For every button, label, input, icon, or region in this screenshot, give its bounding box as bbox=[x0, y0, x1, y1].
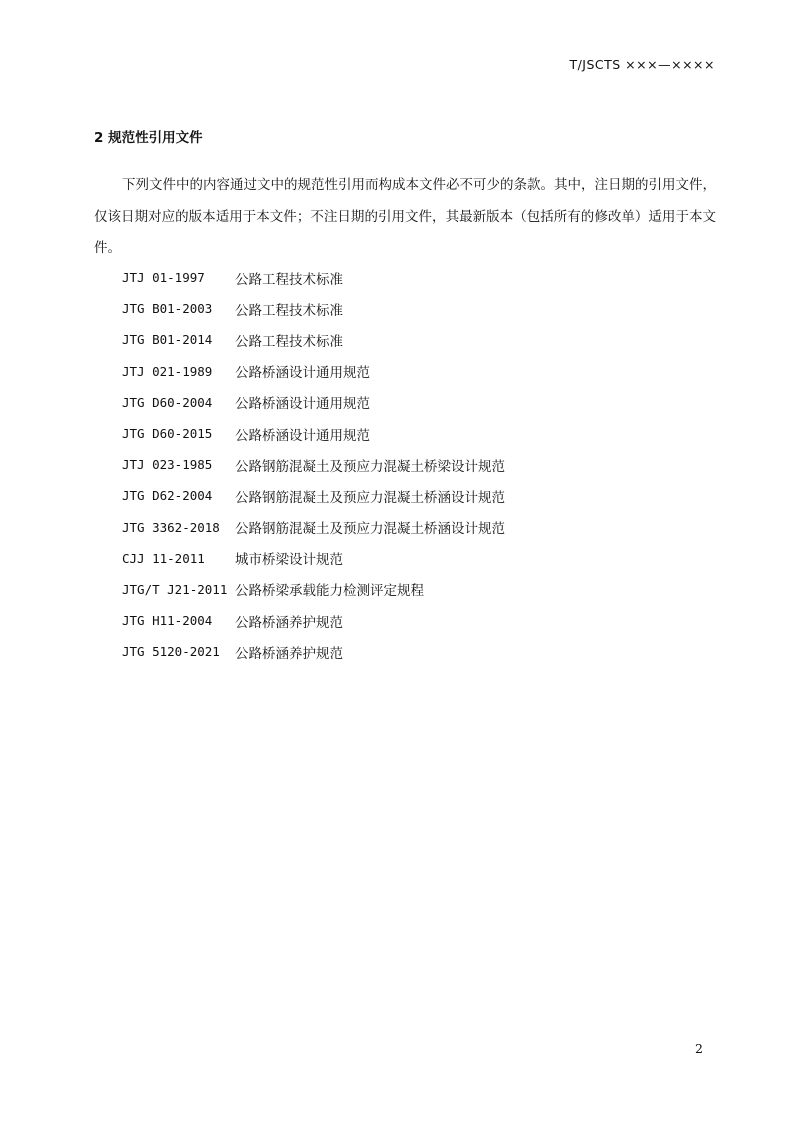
reference-title: 城市桥梁设计规范 bbox=[235, 552, 343, 569]
reference-code: JTG/T J21-2011 bbox=[122, 581, 228, 597]
reference-item bbox=[122, 543, 722, 574]
reference-title: 公路工程技术标准 bbox=[235, 271, 343, 288]
reference-item bbox=[122, 324, 722, 355]
page-number: 2 bbox=[695, 1041, 703, 1056]
document-code-header: T/JSCTS ×××—×××× bbox=[569, 57, 715, 72]
reference-item bbox=[122, 480, 722, 511]
reference-code: JTG H11-2004 bbox=[122, 613, 213, 629]
reference-code: JTJ 023-1985 bbox=[122, 457, 213, 473]
reference-code: JTG D62-2004 bbox=[122, 488, 213, 504]
reference-item bbox=[122, 636, 722, 667]
reference-code: JTG D60-2015 bbox=[122, 426, 213, 442]
reference-code: JTG B01-2003 bbox=[122, 301, 213, 317]
reference-code: JTJ 021-1989 bbox=[122, 363, 213, 379]
reference-title: 公路工程技术标准 bbox=[235, 302, 343, 319]
reference-title: 公路桥涵养护规范 bbox=[235, 614, 343, 631]
reference-code: JTG B01-2014 bbox=[122, 332, 213, 348]
reference-item bbox=[122, 418, 722, 449]
reference-title: 公路钢筋混凝土及预应力混凝土桥涵设计规范 bbox=[235, 489, 505, 506]
reference-code: CJJ 11-2011 bbox=[122, 550, 205, 566]
reference-title: 公路钢筋混凝土及预应力混凝土桥涵设计规范 bbox=[235, 521, 505, 538]
reference-item bbox=[122, 574, 722, 605]
reference-code: JTG D60-2004 bbox=[122, 394, 213, 410]
reference-code: JTG 5120-2021 bbox=[122, 644, 220, 660]
reference-item bbox=[122, 449, 722, 480]
reference-item bbox=[122, 605, 722, 636]
reference-item bbox=[122, 512, 722, 543]
reference-code: JTJ 01-1997 bbox=[122, 270, 205, 286]
reference-title: 公路桥涵设计通用规范 bbox=[235, 396, 370, 413]
reference-title: 公路桥涵设计通用规范 bbox=[235, 427, 370, 444]
reference-item bbox=[122, 293, 722, 324]
reference-list bbox=[122, 262, 722, 667]
reference-title: 公路工程技术标准 bbox=[235, 333, 343, 350]
intro-paragraph: 下列文件中的内容通过文中的规范性引用而构成本文件必不可少的条款。其中，注日期的引用文件，仅该日期对应的版本适用于本文件；不注日期的引用文件，其最新版本（包括所有的修改单）适用于本文件。 bbox=[94, 177, 716, 256]
reference-title: 公路钢筋混凝土及预应力混凝土桥梁设计规范 bbox=[235, 458, 505, 475]
reference-code: JTG 3362-2018 bbox=[122, 519, 220, 535]
reference-item bbox=[122, 356, 722, 387]
reference-title: 公路桥梁承载能力检测评定规程 bbox=[235, 583, 424, 600]
reference-item bbox=[122, 387, 722, 418]
reference-item bbox=[122, 262, 722, 293]
section-heading: 2 规范性引用文件 bbox=[94, 130, 203, 146]
reference-title: 公路桥涵养护规范 bbox=[235, 645, 343, 662]
reference-title: 公路桥涵设计通用规范 bbox=[235, 365, 370, 382]
